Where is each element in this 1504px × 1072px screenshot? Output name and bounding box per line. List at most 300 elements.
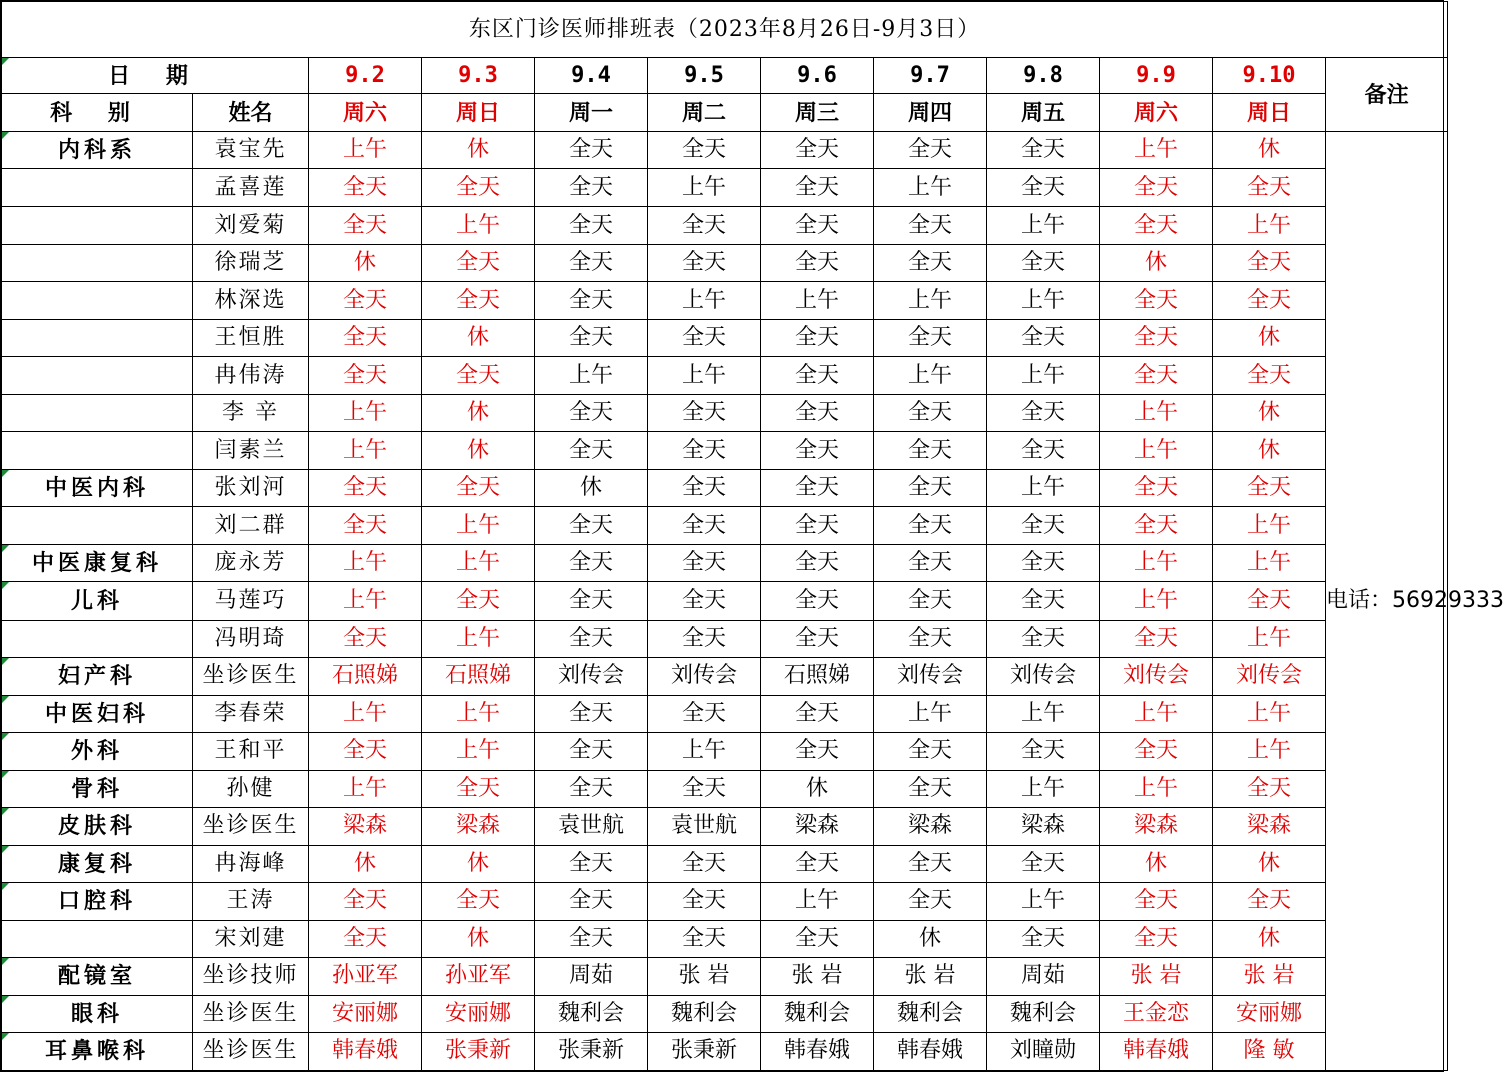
date-header-1: 9.3 (422, 58, 535, 94)
shift-cell: 上午 (1100, 770, 1213, 807)
shift-cell: 上午 (422, 732, 535, 770)
shift-cell: 全天 (987, 732, 1100, 770)
shift-cell: 上午 (1100, 395, 1213, 432)
shift-cell: 全天 (987, 507, 1100, 545)
shift-cell: 全天 (987, 245, 1100, 282)
table-row (2, 545, 1448, 582)
shift-cell: 全天 (535, 320, 648, 357)
shift-cell: 刘瞳勋 (987, 1032, 1100, 1070)
shift-cell: 全天 (535, 582, 648, 620)
dept-header-label: 科 别 (2, 94, 193, 132)
department-cell: 内科系 (2, 132, 193, 169)
doctor-name-cell: 坐诊医生 (193, 807, 309, 845)
doctor-name-cell: 坐诊医生 (193, 995, 309, 1032)
shift-cell: 全天 (535, 845, 648, 882)
department-cell: 外科 (2, 732, 193, 770)
department-cell (2, 620, 193, 657)
weekday-header-4: 周三 (761, 94, 874, 132)
date-header-4: 9.6 (761, 58, 874, 94)
shift-cell: 魏利会 (987, 995, 1100, 1032)
shift-cell: 全天 (761, 470, 874, 507)
doctor-name-cell: 冉伟涛 (193, 357, 309, 395)
shift-cell: 梁森 (874, 807, 987, 845)
weekday-header-1: 周日 (422, 94, 535, 132)
shift-cell: 全天 (648, 432, 761, 470)
shift-cell: 全天 (422, 282, 535, 320)
table-row (2, 732, 1448, 770)
shift-cell: 全天 (648, 882, 761, 920)
shift-cell: 全天 (761, 507, 874, 545)
shift-cell: 全天 (1213, 882, 1326, 920)
shift-cell: 上午 (1100, 582, 1213, 620)
shift-cell: 隆 敏 (1213, 1032, 1326, 1070)
shift-cell: 袁世航 (648, 807, 761, 845)
department-cell (2, 207, 193, 245)
shift-cell: 上午 (535, 357, 648, 395)
shift-cell: 全天 (535, 770, 648, 807)
shift-cell: 石照娣 (309, 657, 422, 695)
shift-cell: 上午 (1213, 545, 1326, 582)
shift-cell: 全天 (987, 320, 1100, 357)
shift-cell: 全天 (535, 695, 648, 732)
table-row (2, 132, 1448, 169)
weekday-header-3: 周二 (648, 94, 761, 132)
doctor-name-cell: 王和平 (193, 732, 309, 770)
shift-cell: 刘传会 (648, 657, 761, 695)
shift-cell: 全天 (1100, 920, 1213, 957)
shift-cell: 上午 (1100, 545, 1213, 582)
table-row (2, 695, 1448, 732)
shift-cell: 全天 (1100, 470, 1213, 507)
shift-cell: 全天 (987, 920, 1100, 957)
weekday-header-8: 周日 (1213, 94, 1326, 132)
shift-cell: 全天 (309, 732, 422, 770)
shift-cell: 上午 (761, 282, 874, 320)
shift-cell: 上午 (309, 432, 422, 470)
shift-cell: 全天 (874, 582, 987, 620)
shift-cell: 全天 (1213, 357, 1326, 395)
doctor-name-cell: 冯明琦 (193, 620, 309, 657)
table-row (2, 320, 1448, 357)
shift-cell: 休 (1100, 245, 1213, 282)
shift-cell: 刘传会 (535, 657, 648, 695)
shift-cell: 上午 (309, 545, 422, 582)
shift-cell: 全天 (648, 320, 761, 357)
shift-cell: 全天 (874, 882, 987, 920)
department-cell (2, 507, 193, 545)
date-header-8: 9.10 (1213, 58, 1326, 94)
shift-cell: 上午 (1100, 132, 1213, 169)
shift-cell: 安丽娜 (309, 995, 422, 1032)
shift-cell: 全天 (761, 920, 874, 957)
shift-cell: 全天 (987, 432, 1100, 470)
department-cell: 骨科 (2, 770, 193, 807)
shift-cell: 全天 (874, 620, 987, 657)
table-row (2, 432, 1448, 470)
shift-cell: 全天 (535, 169, 648, 207)
shift-cell: 全天 (761, 695, 874, 732)
doctor-name-cell: 冉海峰 (193, 845, 309, 882)
shift-cell: 石照娣 (422, 657, 535, 695)
shift-cell: 魏利会 (761, 995, 874, 1032)
shift-cell: 魏利会 (535, 995, 648, 1032)
shift-cell: 梁森 (1213, 807, 1326, 845)
shift-cell: 全天 (761, 320, 874, 357)
shift-cell: 全天 (648, 395, 761, 432)
table-row (2, 920, 1448, 957)
table-row (2, 995, 1448, 1032)
shift-cell: 休 (309, 245, 422, 282)
page-title: 东区门诊医师排班表（2023年8月26日-9月3日） (2, 2, 1448, 58)
weekday-header-5: 周四 (874, 94, 987, 132)
shift-cell: 全天 (309, 507, 422, 545)
shift-cell: 上午 (761, 882, 874, 920)
shift-cell: 上午 (309, 582, 422, 620)
department-cell (2, 169, 193, 207)
table-row (2, 845, 1448, 882)
shift-cell: 安丽娜 (1213, 995, 1326, 1032)
shift-cell: 全天 (1100, 169, 1213, 207)
shift-cell: 张 岩 (1100, 957, 1213, 995)
shift-cell: 上午 (1213, 207, 1326, 245)
shift-cell: 刘传会 (1100, 657, 1213, 695)
shift-cell: 全天 (1100, 882, 1213, 920)
shift-cell: 全天 (761, 432, 874, 470)
table-row (2, 470, 1448, 507)
shift-cell: 上午 (309, 770, 422, 807)
shift-cell: 全天 (874, 507, 987, 545)
shift-cell: 全天 (535, 732, 648, 770)
shift-cell: 全天 (422, 169, 535, 207)
shift-cell: 周茹 (987, 957, 1100, 995)
table-row (2, 957, 1448, 995)
doctor-name-cell: 王恒胜 (193, 320, 309, 357)
department-cell: 康复科 (2, 845, 193, 882)
shift-cell: 上午 (987, 882, 1100, 920)
shift-cell: 上午 (1213, 695, 1326, 732)
shift-cell: 全天 (761, 582, 874, 620)
department-cell: 中医内科 (2, 470, 193, 507)
shift-cell: 全天 (987, 132, 1100, 169)
date-header-3: 9.5 (648, 58, 761, 94)
shift-cell: 全天 (874, 770, 987, 807)
shift-cell: 全天 (648, 245, 761, 282)
shift-cell: 全天 (1100, 320, 1213, 357)
table-row (2, 657, 1448, 695)
shift-cell: 全天 (648, 695, 761, 732)
shift-cell: 全天 (761, 169, 874, 207)
shift-cell: 全天 (648, 620, 761, 657)
shift-cell: 全天 (309, 920, 422, 957)
shift-cell: 全天 (422, 470, 535, 507)
shift-cell: 全天 (535, 395, 648, 432)
shift-cell: 上午 (648, 357, 761, 395)
shift-cell: 休 (1213, 845, 1326, 882)
shift-cell: 全天 (874, 207, 987, 245)
shift-cell: 全天 (648, 507, 761, 545)
doctor-name-cell: 庞永芳 (193, 545, 309, 582)
shift-cell: 全天 (648, 470, 761, 507)
weekday-header-7: 周六 (1100, 94, 1213, 132)
department-cell (2, 245, 193, 282)
shift-cell: 上午 (422, 207, 535, 245)
table-row (2, 770, 1448, 807)
shift-cell: 全天 (648, 770, 761, 807)
shift-cell: 全天 (309, 282, 422, 320)
shift-cell: 休 (1213, 132, 1326, 169)
shift-cell: 休 (1213, 395, 1326, 432)
table-row (2, 507, 1448, 545)
shift-cell: 上午 (987, 357, 1100, 395)
table-row (2, 620, 1448, 657)
shift-cell: 上午 (874, 169, 987, 207)
table-row (2, 1032, 1448, 1070)
shift-cell: 全天 (535, 882, 648, 920)
shift-cell: 全天 (535, 282, 648, 320)
shift-cell: 梁森 (309, 807, 422, 845)
shift-cell: 休 (1213, 920, 1326, 957)
shift-cell: 全天 (1100, 732, 1213, 770)
weekday-header-6: 周五 (987, 94, 1100, 132)
shift-cell: 孙亚军 (422, 957, 535, 995)
department-cell: 口腔科 (2, 882, 193, 920)
date-header-2: 9.4 (535, 58, 648, 94)
table-row (2, 807, 1448, 845)
shift-cell: 全天 (987, 845, 1100, 882)
table-row (2, 282, 1448, 320)
department-cell (2, 320, 193, 357)
shift-cell: 王金恋 (1100, 995, 1213, 1032)
doctor-name-cell: 坐诊技师 (193, 957, 309, 995)
shift-cell: 全天 (874, 470, 987, 507)
shift-cell: 上午 (648, 282, 761, 320)
table-row (2, 882, 1448, 920)
shift-cell: 全天 (874, 732, 987, 770)
shift-cell: 张 岩 (874, 957, 987, 995)
shift-cell: 休 (422, 920, 535, 957)
shift-cell: 上午 (309, 132, 422, 169)
shift-cell: 全天 (648, 845, 761, 882)
shift-cell: 休 (422, 132, 535, 169)
shift-cell: 孙亚军 (309, 957, 422, 995)
department-cell: 儿科 (2, 582, 193, 620)
shift-cell: 全天 (761, 132, 874, 169)
date-header-7: 9.9 (1100, 58, 1213, 94)
shift-cell: 全天 (535, 920, 648, 957)
doctor-name-cell: 袁宝先 (193, 132, 309, 169)
shift-cell: 全天 (1213, 582, 1326, 620)
shift-cell: 全天 (987, 582, 1100, 620)
shift-cell: 上午 (648, 169, 761, 207)
shift-cell: 上午 (422, 507, 535, 545)
doctor-name-cell: 徐瑞芝 (193, 245, 309, 282)
shift-cell: 全天 (422, 882, 535, 920)
shift-cell: 全天 (648, 582, 761, 620)
table-row (2, 395, 1448, 432)
shift-cell: 全天 (535, 620, 648, 657)
shift-cell: 刘传会 (874, 657, 987, 695)
shift-cell: 上午 (309, 695, 422, 732)
shift-cell: 全天 (648, 207, 761, 245)
department-cell (2, 357, 193, 395)
shift-cell: 全天 (874, 320, 987, 357)
shift-cell: 全天 (309, 320, 422, 357)
phone-note-cell: 电话：56929333 (1326, 132, 1448, 1071)
shift-cell: 全天 (761, 845, 874, 882)
doctor-name-cell: 坐诊医生 (193, 1032, 309, 1070)
shift-cell: 全天 (1213, 282, 1326, 320)
shift-cell: 全天 (987, 545, 1100, 582)
shift-cell: 全天 (987, 620, 1100, 657)
doctor-name-cell: 刘二群 (193, 507, 309, 545)
shift-cell: 全天 (1100, 207, 1213, 245)
shift-cell: 韩春娥 (874, 1032, 987, 1070)
shift-cell: 全天 (309, 470, 422, 507)
shift-cell: 上午 (987, 770, 1100, 807)
shift-cell: 休 (1213, 320, 1326, 357)
doctor-name-cell: 马莲巧 (193, 582, 309, 620)
shift-cell: 张 岩 (648, 957, 761, 995)
doctor-name-cell: 王涛 (193, 882, 309, 920)
weekday-header-2: 周一 (535, 94, 648, 132)
shift-cell: 韩春娥 (309, 1032, 422, 1070)
shift-cell: 休 (535, 470, 648, 507)
shift-cell: 上午 (987, 207, 1100, 245)
shift-cell: 刘传会 (987, 657, 1100, 695)
shift-cell: 全天 (761, 545, 874, 582)
shift-cell: 全天 (874, 245, 987, 282)
shift-cell: 全天 (422, 582, 535, 620)
shift-cell: 上午 (874, 282, 987, 320)
schedule-table (1, 1, 1504, 1071)
shift-cell: 全天 (648, 920, 761, 957)
department-cell: 配镜室 (2, 957, 193, 995)
department-cell: 眼科 (2, 995, 193, 1032)
note-header: 备注 (1326, 58, 1448, 132)
shift-cell: 全天 (1213, 245, 1326, 282)
shift-cell: 全天 (648, 132, 761, 169)
date-header-0: 9.2 (309, 58, 422, 94)
date-header-5: 9.7 (874, 58, 987, 94)
shift-cell: 全天 (874, 432, 987, 470)
department-cell (2, 432, 193, 470)
shift-cell: 上午 (422, 695, 535, 732)
shift-cell: 上午 (309, 395, 422, 432)
shift-cell: 全天 (1100, 620, 1213, 657)
shift-cell: 梁森 (761, 807, 874, 845)
department-cell (2, 920, 193, 957)
shift-cell: 全天 (1100, 357, 1213, 395)
shift-cell: 全天 (874, 545, 987, 582)
shift-cell: 上午 (422, 545, 535, 582)
doctor-name-cell: 孟喜莲 (193, 169, 309, 207)
shift-cell: 安丽娜 (422, 995, 535, 1032)
table-row (2, 245, 1448, 282)
shift-cell: 上午 (1213, 507, 1326, 545)
department-cell (2, 282, 193, 320)
shift-cell: 全天 (422, 770, 535, 807)
shift-cell: 全天 (1213, 169, 1326, 207)
doctor-name-cell: 宋刘建 (193, 920, 309, 957)
shift-cell: 上午 (1213, 732, 1326, 770)
department-cell (2, 395, 193, 432)
doctor-name-cell: 闫素兰 (193, 432, 309, 470)
shift-cell: 休 (422, 395, 535, 432)
shift-cell: 全天 (648, 545, 761, 582)
shift-cell: 全天 (422, 245, 535, 282)
shift-cell: 张秉新 (648, 1032, 761, 1070)
shift-cell: 上午 (874, 695, 987, 732)
shift-cell: 韩春娥 (1100, 1032, 1213, 1070)
shift-cell: 周茹 (535, 957, 648, 995)
doctor-name-cell: 李春荣 (193, 695, 309, 732)
shift-cell: 全天 (761, 395, 874, 432)
table-row (2, 357, 1448, 395)
shift-cell: 上午 (648, 732, 761, 770)
shift-cell: 休 (761, 770, 874, 807)
shift-cell: 休 (422, 845, 535, 882)
table-row (2, 169, 1448, 207)
shift-cell: 休 (309, 845, 422, 882)
shift-cell: 全天 (309, 620, 422, 657)
doctor-name-cell: 李 辛 (193, 395, 309, 432)
table-row (2, 207, 1448, 245)
shift-cell: 全天 (309, 882, 422, 920)
shift-cell: 张秉新 (535, 1032, 648, 1070)
shift-cell: 休 (422, 320, 535, 357)
department-cell: 妇产科 (2, 657, 193, 695)
shift-cell: 休 (874, 920, 987, 957)
date-header-label: 日 期 (2, 58, 309, 94)
shift-cell: 魏利会 (648, 995, 761, 1032)
shift-cell: 全天 (761, 357, 874, 395)
shift-cell: 全天 (874, 132, 987, 169)
shift-cell: 全天 (309, 357, 422, 395)
name-header-label: 姓名 (193, 94, 309, 132)
shift-cell: 全天 (535, 132, 648, 169)
weekday-header-0: 周六 (309, 94, 422, 132)
shift-cell: 魏利会 (874, 995, 987, 1032)
shift-cell: 上午 (874, 357, 987, 395)
shift-cell: 韩春娥 (761, 1032, 874, 1070)
shift-cell: 石照娣 (761, 657, 874, 695)
table-row (2, 582, 1448, 620)
shift-cell: 梁森 (1100, 807, 1213, 845)
shift-cell: 上午 (987, 282, 1100, 320)
shift-cell: 袁世航 (535, 807, 648, 845)
shift-cell: 全天 (1100, 507, 1213, 545)
shift-cell: 全天 (761, 732, 874, 770)
shift-cell: 全天 (535, 432, 648, 470)
shift-cell: 全天 (1213, 770, 1326, 807)
doctor-name-cell: 坐诊医生 (193, 657, 309, 695)
shift-cell: 全天 (422, 357, 535, 395)
shift-cell: 上午 (1213, 620, 1326, 657)
doctor-name-cell: 孙健 (193, 770, 309, 807)
shift-cell: 全天 (761, 620, 874, 657)
shift-cell: 刘传会 (1213, 657, 1326, 695)
shift-cell: 全天 (535, 207, 648, 245)
shift-cell: 休 (1100, 845, 1213, 882)
shift-cell: 全天 (874, 395, 987, 432)
shift-cell: 全天 (1100, 282, 1213, 320)
shift-cell: 上午 (987, 470, 1100, 507)
department-cell: 耳鼻喉科 (2, 1032, 193, 1070)
shift-cell: 上午 (1100, 432, 1213, 470)
date-header-6: 9.8 (987, 58, 1100, 94)
shift-cell: 全天 (761, 207, 874, 245)
shift-cell: 梁森 (422, 807, 535, 845)
